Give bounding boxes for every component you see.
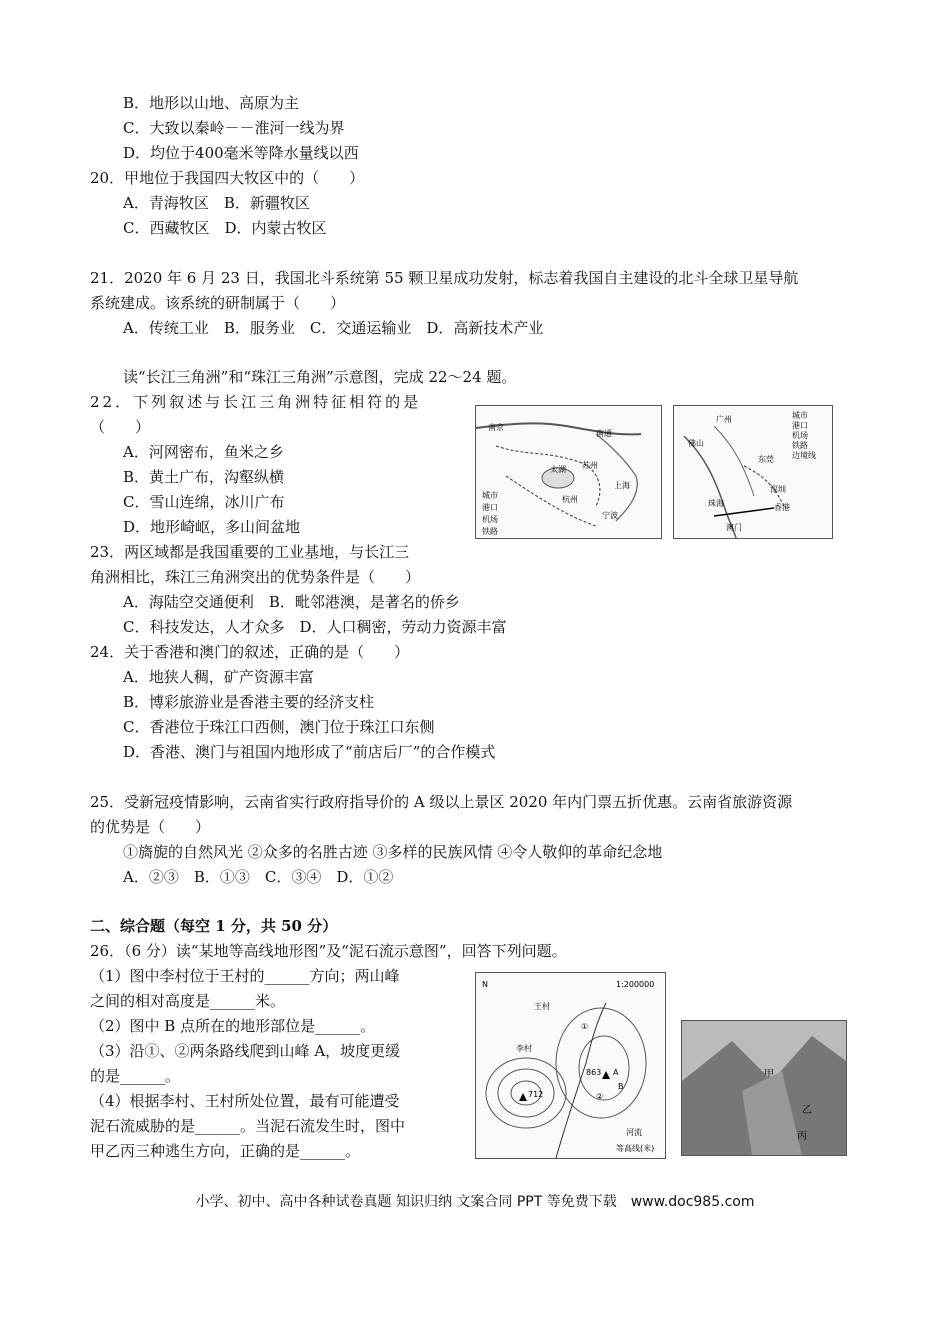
yangtze-delta-map bbox=[475, 405, 662, 539]
q20-stem: 20．甲地位于我国四大牧区中的（ ） bbox=[90, 169, 365, 187]
q23-options-ab: A．海陆空交通便利 B．毗邻港澳，是著名的侨乡 bbox=[123, 593, 460, 611]
label-shenzhen: 深圳 bbox=[770, 485, 786, 494]
legend-port: 港口 bbox=[792, 421, 808, 430]
label-elev-712: 712 bbox=[528, 1090, 544, 1099]
label-zhuhai: 珠海 bbox=[708, 499, 724, 508]
q26-part4-line2: 泥石流威胁的是______。当泥石流发生时，图中 bbox=[90, 1117, 406, 1135]
label-peak-a: A bbox=[613, 1068, 619, 1077]
section-2-heading: 二、综合题（每空 1 分，共 50 分） bbox=[90, 917, 338, 935]
q19-option-b: B．地形以山地、高原为主 bbox=[123, 94, 300, 112]
legend-city: 城市 bbox=[792, 411, 808, 420]
label-wangcun: 王村 bbox=[534, 1002, 550, 1011]
legend-river: 河流 bbox=[626, 1128, 642, 1137]
label-foshan: 佛山 bbox=[688, 439, 704, 448]
q25-options: A．②③ B．①③ C．③④ D．①② bbox=[123, 868, 394, 886]
q24-option-d: D．香港、澳门与祖国内地形成了“前店后厂”的合作模式 bbox=[123, 743, 496, 761]
label-hongkong: 香港 bbox=[774, 503, 790, 512]
q21-stem-line2: 系统建成。该系统的研制属于（ ） bbox=[90, 294, 346, 312]
q23-options-cd: C．科技发达，人才众多 D．人口稠密，劳动力资源丰富 bbox=[123, 618, 507, 636]
debris-flow-svg bbox=[682, 1021, 846, 1155]
q26-part3-line2: 的是______。 bbox=[90, 1067, 181, 1085]
legend-port: 港口 bbox=[482, 503, 498, 512]
q19-option-d: D．均位于400毫米等降水量线以西 bbox=[123, 144, 359, 162]
q19-option-c: C．大致以秦岭－－淮河一线为界 bbox=[123, 119, 345, 137]
q21-options: A．传统工业 B．服务业 C．交通运输业 D．高新技术产业 bbox=[123, 319, 544, 337]
q20-options-cd: C．西藏牧区 D．内蒙古牧区 bbox=[123, 219, 327, 237]
q24-option-a: A．地狭人稠，矿产资源丰富 bbox=[123, 668, 314, 686]
q24-option-c: C．香港位于珠江口西侧，澳门位于珠江口东侧 bbox=[123, 718, 435, 736]
label-nanjing: 南京 bbox=[488, 423, 504, 432]
q25-items: ①旖旎的自然风光 ②众多的名胜古迹 ③多样的民族风情 ④令人敬仰的革命纪念地 bbox=[123, 843, 663, 861]
label-scale: 1:200000 bbox=[616, 980, 655, 989]
q22-option-a: A．河网密布，鱼米之乡 bbox=[123, 443, 284, 461]
label-taihu: 太湖 bbox=[550, 465, 566, 474]
q21-stem-line1: 21．2020 年 6 月 23 日，我国北斗系统第 55 颗卫星成功发射，标志着我国自主建设的北斗全球卫星导航 bbox=[90, 269, 799, 287]
label-route-1: ① bbox=[581, 1022, 589, 1031]
label-guangzhou: 广州 bbox=[716, 415, 732, 424]
pearl-delta-map-svg bbox=[674, 406, 832, 538]
q23-stem-line2: 角洲相比，珠江三角洲突出的优势条件是（ ） bbox=[90, 568, 421, 586]
q22-option-d: D．地形崎岖，多山间盆地 bbox=[123, 518, 301, 536]
contour-map-svg bbox=[476, 973, 665, 1158]
label-ningbo: 宁波 bbox=[602, 511, 618, 520]
page-footer: 小学、初中、高中各种试卷真题 知识归纳 文案合同 PPT 等免费下载 www.doc985.com bbox=[195, 1194, 755, 1210]
q26-part4-line1: （4）根据李村、王村所处位置，最有可能遭受 bbox=[90, 1092, 400, 1110]
legend-airport: 机场 bbox=[792, 431, 808, 440]
label-jia: 甲 bbox=[764, 1069, 774, 1080]
q24-stem: 24．关于香港和澳门的叙述，正确的是（ ） bbox=[90, 643, 410, 661]
debris-flow-illustration bbox=[681, 1020, 847, 1156]
legend-railway: 铁路 bbox=[792, 441, 808, 450]
pearl-delta-map bbox=[673, 405, 833, 539]
q22-option-c: C．雪山连绵，冰川广布 bbox=[123, 493, 285, 511]
north-arrow: N bbox=[482, 980, 488, 989]
q25-stem-line2: 的优势是（ ） bbox=[90, 818, 211, 836]
legend-border: 边境线 bbox=[792, 451, 816, 460]
legend-contour: 等高线(米) bbox=[616, 1144, 655, 1153]
yangtze-delta-map-svg bbox=[476, 406, 661, 538]
label-route-2: ② bbox=[596, 1092, 604, 1101]
legend-railway: 铁路 bbox=[482, 527, 498, 536]
q26-part1-line1: （1）图中李村位于王村的______方向；两山峰 bbox=[90, 967, 400, 985]
label-point-b: B bbox=[618, 1082, 624, 1091]
q25-stem-line1: 25．受新冠疫情影响，云南省实行政府指导价的 A 级以上景区 2020 年内门票五折优惠。云南省旅游资源 bbox=[90, 793, 793, 811]
q22-stem-line1: 22．下列叙述与长江三角洲特征相符的是 bbox=[90, 393, 422, 411]
q26-stem: 26．（6 分）读“某地等高线地形图”及“泥石流示意图”，回答下列问题。 bbox=[90, 942, 567, 960]
q23-stem-line1: 23．两区域都是我国重要的工业基地，与长江三 bbox=[90, 543, 410, 561]
reading-instruction: 读“长江三角洲”和“珠江三角洲”示意图，完成 22～24 题。 bbox=[123, 368, 517, 386]
q26-part3-line1: （3）沿①、②两条路线爬到山峰 A，坡度更缓 bbox=[90, 1042, 401, 1060]
label-dongguan: 东莞 bbox=[758, 455, 774, 464]
label-suzhou: 苏州 bbox=[582, 461, 598, 470]
label-elev-863: 863 bbox=[586, 1068, 602, 1077]
q20-options-ab: A．青海牧区 B．新疆牧区 bbox=[123, 194, 310, 212]
label-macau: 澳门 bbox=[726, 523, 742, 532]
q22-option-b: B．黄土广布，沟壑纵横 bbox=[123, 468, 285, 486]
q26-part1-line2: 之间的相对高度是______米。 bbox=[90, 992, 286, 1010]
legend-airport: 机场 bbox=[482, 515, 498, 524]
q24-option-b: B．博彩旅游业是香港主要的经济支柱 bbox=[123, 693, 375, 711]
q26-part2: （2）图中 B 点所在的地形部位是______。 bbox=[90, 1017, 376, 1035]
label-licun: 李村 bbox=[516, 1044, 532, 1053]
q22-stem-line2: （ ） bbox=[90, 418, 151, 436]
label-hangzhou: 杭州 bbox=[562, 495, 578, 504]
label-shanghai: 上海 bbox=[614, 481, 630, 490]
label-yi: 乙 bbox=[802, 1105, 812, 1116]
contour-map bbox=[475, 972, 666, 1159]
q26-part4-line3: 甲乙丙三种逃生方向，正确的是______。 bbox=[90, 1142, 361, 1160]
label-bing: 丙 bbox=[797, 1131, 807, 1142]
legend-city: 城市 bbox=[482, 491, 498, 500]
label-nantong: 南通 bbox=[596, 429, 612, 438]
